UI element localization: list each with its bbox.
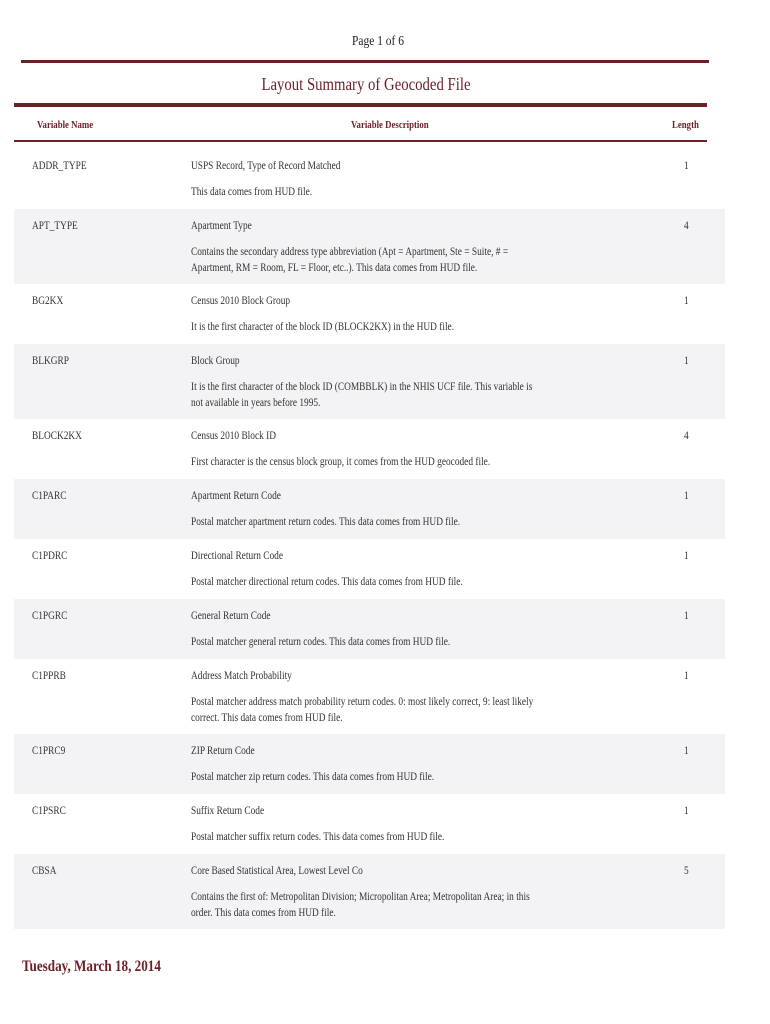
variable-label: Census 2010 Block ID xyxy=(191,428,277,442)
table-row xyxy=(14,734,725,794)
variable-description: First character is the census block group, it comes from the HUD geocoded file. xyxy=(191,454,491,468)
top-rule xyxy=(21,60,709,63)
variable-label: Directional Return Code xyxy=(191,548,284,562)
variable-length: 4 xyxy=(684,428,689,442)
variable-length: 1 xyxy=(684,548,689,562)
footer-date: Tuesday, March 18, 2014 xyxy=(22,958,161,975)
variable-length: 1 xyxy=(684,353,689,367)
table-row xyxy=(14,854,725,929)
column-header-variable-name: Variable Name xyxy=(37,119,94,131)
variable-description: It is the first character of the block ID (BLOCK2KX) in the HUD file. xyxy=(191,319,455,333)
variable-length: 5 xyxy=(684,863,689,877)
variable-name: BLKGRP xyxy=(32,353,69,367)
title-rule xyxy=(14,103,707,107)
variable-length: 1 xyxy=(684,158,689,172)
report-title: Layout Summary of Geocoded File xyxy=(261,74,471,94)
table-row xyxy=(14,419,725,479)
variable-name: C1PSRC xyxy=(32,803,66,817)
variable-label: Census 2010 Block Group xyxy=(191,293,291,307)
variable-description: Contains the first of: Metropolitan Division; Micropolitan Area; Metropolitan Area; in this order. This data comes from HUD file. xyxy=(191,889,530,919)
variable-name: ADDR_TYPE xyxy=(32,158,87,172)
variable-length: 1 xyxy=(684,668,689,682)
variable-length: 1 xyxy=(684,293,689,307)
page-number: Page 1 of 6 xyxy=(352,34,404,49)
variable-length: 1 xyxy=(684,488,689,502)
variable-label: Block Group xyxy=(191,353,240,367)
header-rule xyxy=(14,140,707,142)
variable-description: It is the first character of the block ID (COMBBLK) in the NHIS UCF file. This variable is not available in years before 1995. xyxy=(191,379,533,409)
variable-label: Suffix Return Code xyxy=(191,803,265,817)
variable-name: BLOCK2KX xyxy=(32,428,82,442)
table-row xyxy=(14,149,725,209)
column-header-variable-description: Variable Description xyxy=(351,119,429,131)
variable-name: C1PDRC xyxy=(32,548,68,562)
variable-name: C1PRC9 xyxy=(32,743,66,757)
variable-label: USPS Record, Type of Record Matched xyxy=(191,158,341,172)
variable-name: C1PARC xyxy=(32,488,67,502)
column-header-length: Length xyxy=(672,119,699,131)
table-row xyxy=(14,659,725,734)
variable-name: C1PGRC xyxy=(32,608,68,622)
variable-name: C1PPRB xyxy=(32,668,66,682)
variable-description: Postal matcher general return codes. This data comes from HUD file. xyxy=(191,634,451,648)
variable-label: Apartment Return Code xyxy=(191,488,281,502)
variable-description: Postal matcher zip return codes. This data comes from HUD file. xyxy=(191,769,435,783)
table-row xyxy=(14,599,725,659)
variable-description: This data comes from HUD file. xyxy=(191,184,313,198)
variable-name: APT_TYPE xyxy=(32,218,78,232)
variable-description: Postal matcher apartment return codes. This data comes from HUD file. xyxy=(191,514,461,528)
variable-label: ZIP Return Code xyxy=(191,743,255,757)
table-row xyxy=(14,794,725,854)
variable-length: 1 xyxy=(684,608,689,622)
variable-name: BG2KX xyxy=(32,293,64,307)
variable-length: 1 xyxy=(684,743,689,757)
variable-description: Postal matcher address match probability return codes. 0: most likely correct, 9: least likely correct. This data comes from HUD file. xyxy=(191,694,534,724)
table-row xyxy=(14,209,725,284)
variable-table xyxy=(14,149,725,929)
variable-label: Core Based Statistical Area, Lowest Level Co xyxy=(191,863,363,877)
variable-description: Postal matcher suffix return codes. This data comes from HUD file. xyxy=(191,829,445,843)
variable-label: General Return Code xyxy=(191,608,271,622)
variable-name: CBSA xyxy=(32,863,57,877)
variable-description: Contains the secondary address type abbreviation (Apt = Apartment, Ste = Suite, # = Apartment, RM = Room, FL = Floor, etc..). This data comes from HUD file. xyxy=(191,244,509,274)
table-row xyxy=(14,344,725,419)
variable-label: Address Match Probability xyxy=(191,668,292,682)
variable-length: 1 xyxy=(684,803,689,817)
table-row xyxy=(14,539,725,599)
variable-description: Postal matcher directional return codes. This data comes from HUD file. xyxy=(191,574,463,588)
table-row xyxy=(14,479,725,539)
variable-length: 4 xyxy=(684,218,689,232)
variable-label: Apartment Type xyxy=(191,218,252,232)
table-row xyxy=(14,284,725,344)
